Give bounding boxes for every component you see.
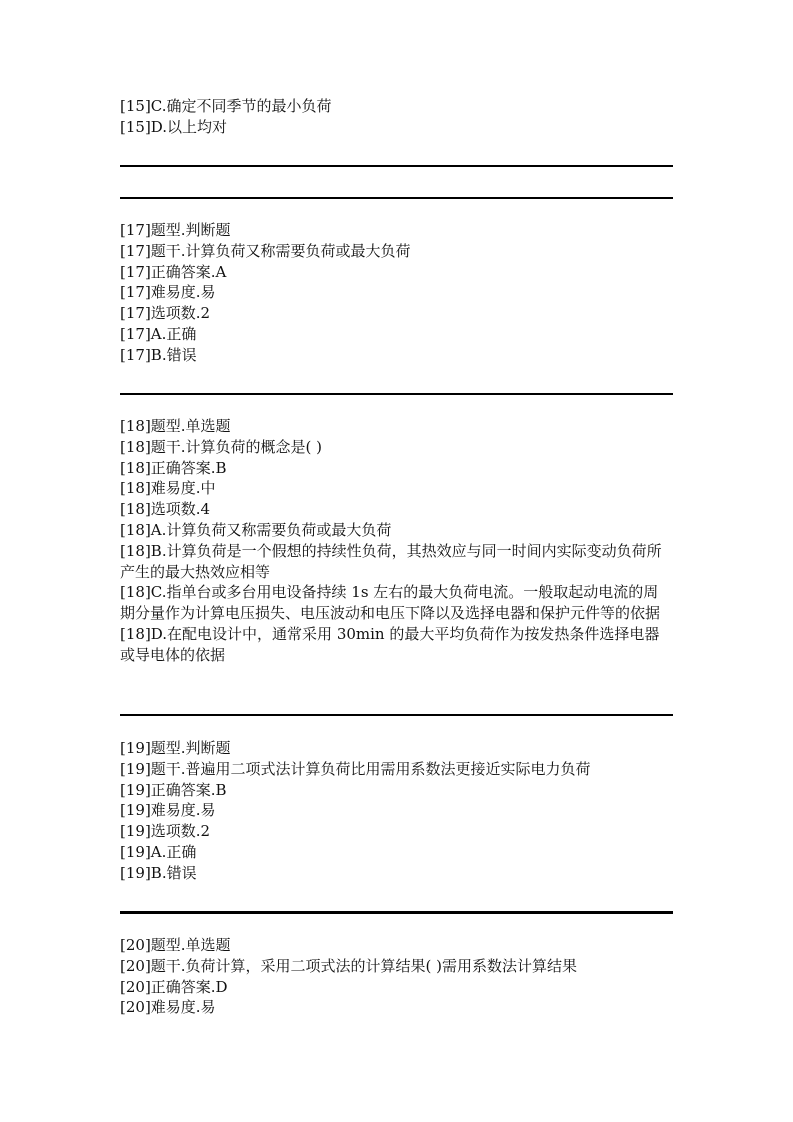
- difficulty: [17]难易度.易: [120, 283, 216, 302]
- option-a: [19]A.正确: [120, 842, 197, 861]
- question-19: [120, 738, 591, 884]
- separator-rule: [120, 911, 673, 914]
- question-15-tail: [120, 96, 332, 138]
- option-line: [15]C.确定不同季节的最小负荷: [120, 97, 332, 115]
- question-stem: [17]题干.计算负荷又称需要负荷或最大负荷: [120, 241, 411, 260]
- option-line: [15]D.以上均对: [120, 117, 228, 136]
- option-a: [17]A.正确: [120, 324, 197, 343]
- question-type: [19]题型.判断题: [120, 739, 231, 757]
- difficulty: [18]难易度.中: [120, 479, 216, 498]
- correct-answer: [18]正确答案.B: [120, 458, 227, 477]
- correct-answer: [17]正确答案.A: [120, 262, 227, 281]
- difficulty: [20]难易度.易: [120, 998, 216, 1017]
- difficulty: [19]难易度.易: [120, 801, 216, 820]
- correct-answer: [19]正确答案.B: [120, 780, 227, 799]
- question-17: [120, 220, 411, 366]
- correct-answer: [20]正确答案.D: [120, 977, 228, 996]
- option-count: [17]选项数.2: [120, 304, 211, 323]
- option-b: [17]B.错误: [120, 345, 197, 364]
- question-stem: [18]题干.计算负荷的概念是( ): [120, 437, 323, 456]
- separator-rule: [120, 714, 673, 716]
- separator-rule: [120, 393, 673, 395]
- question-type: [18]题型.单选题: [120, 417, 231, 435]
- option-b: [19]B.错误: [120, 863, 197, 882]
- question-stem: [19]题干.普遍用二项式法计算负荷比用需用系数法更接近实际电力负荷: [120, 759, 591, 778]
- separator-rule: [120, 165, 673, 167]
- option-count: [18]选项数.4: [120, 500, 211, 519]
- option-c: [18]C.指单台或多台用电设备持续 1s 左右的最大负荷电流。一般取起动电流的周期分量作为计算电压损失、电压波动和电压下降以及选择电器和保护元件等的依据: [120, 583, 661, 623]
- option-count: [19]选项数.2: [120, 822, 211, 841]
- question-18: [120, 416, 673, 666]
- separator-rule: [120, 197, 673, 199]
- question-type: [17]题型.判断题: [120, 221, 231, 239]
- option-b: [18]B.计算负荷是一个假想的持续性负荷，其热效应与同一时间内实际变动负荷所产生的最大热效应相等: [120, 541, 662, 581]
- question-20: [120, 935, 577, 1018]
- question-type: [20]题型.单选题: [120, 936, 231, 954]
- option-d: [18]D.在配电设计中，通常采用 30min 的最大平均负荷作为按发热条件选择电器或导电体的依据: [120, 624, 660, 664]
- question-stem: [20]题干.负荷计算，采用二项式法的计算结果( )需用系数法计算结果: [120, 956, 578, 975]
- option-a: [18]A.计算负荷又称需要负荷或最大负荷: [120, 520, 392, 539]
